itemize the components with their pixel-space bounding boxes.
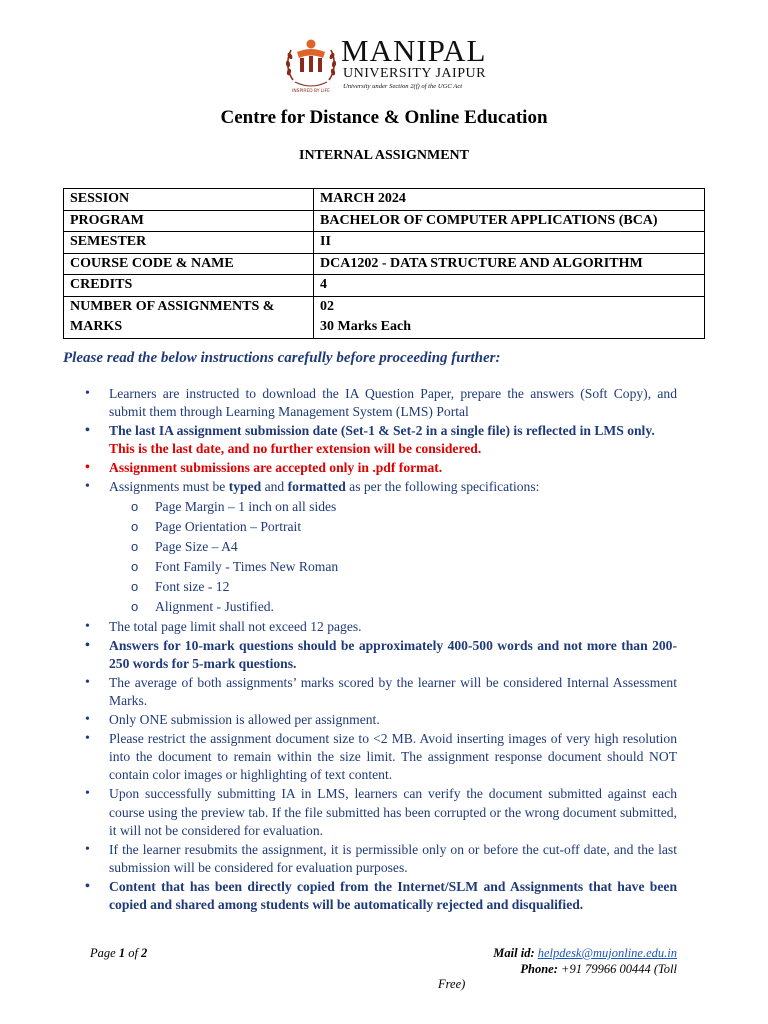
logo-name: MANIPAL bbox=[341, 33, 487, 68]
list-item bbox=[85, 422, 677, 459]
page-subtitle: INTERNAL ASSIGNMENT bbox=[299, 148, 469, 163]
logo-tagline: INSPIRED BY LIFE bbox=[292, 89, 330, 94]
instructions-heading: Please read the below instructions carefully before proceeding further: bbox=[63, 350, 501, 366]
list-item-warning: This is the last date, and no further extension will be considered. bbox=[109, 441, 482, 457]
list-item-text: Assignments must be bbox=[109, 479, 229, 495]
page-current: 1 bbox=[118, 946, 126, 960]
spec-item: o Alignment - Justified. bbox=[109, 597, 677, 617]
spec-item: o Font size - 12 bbox=[109, 577, 677, 597]
page-total: 2 bbox=[141, 946, 148, 960]
table-row bbox=[64, 189, 705, 211]
list-item: • Only ONE submission is allowed per assignment. bbox=[85, 711, 677, 729]
list-item-emphasis: typed bbox=[228, 479, 262, 495]
table-row bbox=[64, 275, 705, 297]
detail-value bbox=[314, 296, 705, 338]
logo-university: UNIVERSITY JAIPUR bbox=[343, 66, 486, 81]
mail-link[interactable]: helpdesk@mujonline.edu.in bbox=[537, 946, 677, 960]
detail-key: COURSE CODE & NAME bbox=[64, 253, 314, 275]
spec-item: o Page Orientation – Portrait bbox=[109, 517, 677, 537]
list-item: • Upon successfully submitting IA in LMS, learners can verify the document submitted against each course using the preview tab. If the file submitted has been corrupted or the wrong document submitted, it will not be considered for evaluation. bbox=[85, 785, 677, 840]
list-item: • The total page limit shall not exceed 12 pages. bbox=[85, 618, 677, 636]
detail-value: MARCH 2024 bbox=[314, 189, 705, 211]
detail-key: NUMBER OF ASSIGNMENTS & MARKS bbox=[64, 296, 314, 338]
list-item: • Content that has been directly copied from the Internet/SLM and Assignments that have been copied and shared among students will be automatically rejected and disqualified. bbox=[85, 878, 677, 915]
spec-item: o Page Margin – 1 inch on all sides bbox=[109, 497, 677, 517]
instructions-list bbox=[85, 385, 677, 915]
contact-info bbox=[420, 946, 677, 977]
list-item: • Learners are instructed to download the IA Question Paper, prepare the answers (Soft Copy), and submit them through Learning Management System (LMS) Portal bbox=[85, 385, 677, 422]
assignment-details-table bbox=[63, 188, 705, 339]
spec-item: o Page Size – A4 bbox=[109, 537, 677, 557]
detail-value-line: 02 bbox=[320, 298, 334, 314]
manipal-emblem-icon bbox=[283, 36, 339, 94]
detail-value: 4 bbox=[314, 275, 705, 297]
list-item: • The average of both assignments’ marks scored by the learner will be considered Internal Assessment Marks. bbox=[85, 674, 677, 711]
detail-key: SEMESTER bbox=[64, 232, 314, 254]
detail-value: DCA1202 - DATA STRUCTURE AND ALGORITHM bbox=[314, 253, 705, 275]
logo-ugc-line: University under Section 2(f) of the UGC Act bbox=[343, 83, 463, 90]
detail-key: SESSION bbox=[64, 189, 314, 211]
page-of: of bbox=[125, 946, 142, 960]
page-label: Page bbox=[90, 946, 119, 960]
list-item: • Answers for 10-mark questions should be approximately 400-500 words and not more than 200-250 words for 5-mark questions. bbox=[85, 637, 677, 674]
list-item: • Please restrict the assignment document size to <2 MB. Avoid inserting images of very high resolution into the document to remain within the size limit. The assignment response document should NOT contain color images or highlighting of text content. bbox=[85, 730, 677, 785]
list-item bbox=[85, 478, 677, 617]
list-item-emphasis: formatted bbox=[287, 479, 346, 495]
detail-value: II bbox=[314, 232, 705, 254]
table-row bbox=[64, 296, 705, 338]
table-row bbox=[64, 253, 705, 275]
phone-number-continued: Free) bbox=[438, 977, 466, 991]
university-logo bbox=[283, 33, 493, 96]
detail-key: PROGRAM bbox=[64, 210, 314, 232]
spec-item: o Font Family - Times New Roman bbox=[109, 557, 677, 577]
mail-label: Mail id: bbox=[493, 946, 538, 960]
list-item: • If the learner resubmits the assignment, it is permissible only on or before the cut-off date, and the last submission will be considered for evaluation purposes. bbox=[85, 841, 677, 878]
table-row bbox=[64, 232, 705, 254]
list-item: • Assignment submissions are accepted only in .pdf format. bbox=[85, 459, 677, 477]
phone-label: Phone: bbox=[520, 961, 562, 976]
detail-value: BACHELOR OF COMPUTER APPLICATIONS (BCA) bbox=[314, 210, 705, 232]
list-item-text: and bbox=[261, 479, 288, 495]
page-title: Centre for Distance & Online Education bbox=[220, 107, 548, 128]
format-specs-list bbox=[109, 497, 677, 618]
table-row bbox=[64, 210, 705, 232]
detail-value-line: 30 Marks Each bbox=[320, 319, 411, 334]
list-item-text: as per the following specifications: bbox=[345, 479, 540, 495]
list-item-text: The last IA assignment submission date (Set-1 & Set-2 in a single file) is reflected in LMS only. bbox=[109, 423, 655, 439]
phone-number: +91 79966 00444 (Toll bbox=[561, 961, 677, 976]
detail-key: CREDITS bbox=[64, 275, 314, 297]
page-number bbox=[90, 946, 147, 961]
